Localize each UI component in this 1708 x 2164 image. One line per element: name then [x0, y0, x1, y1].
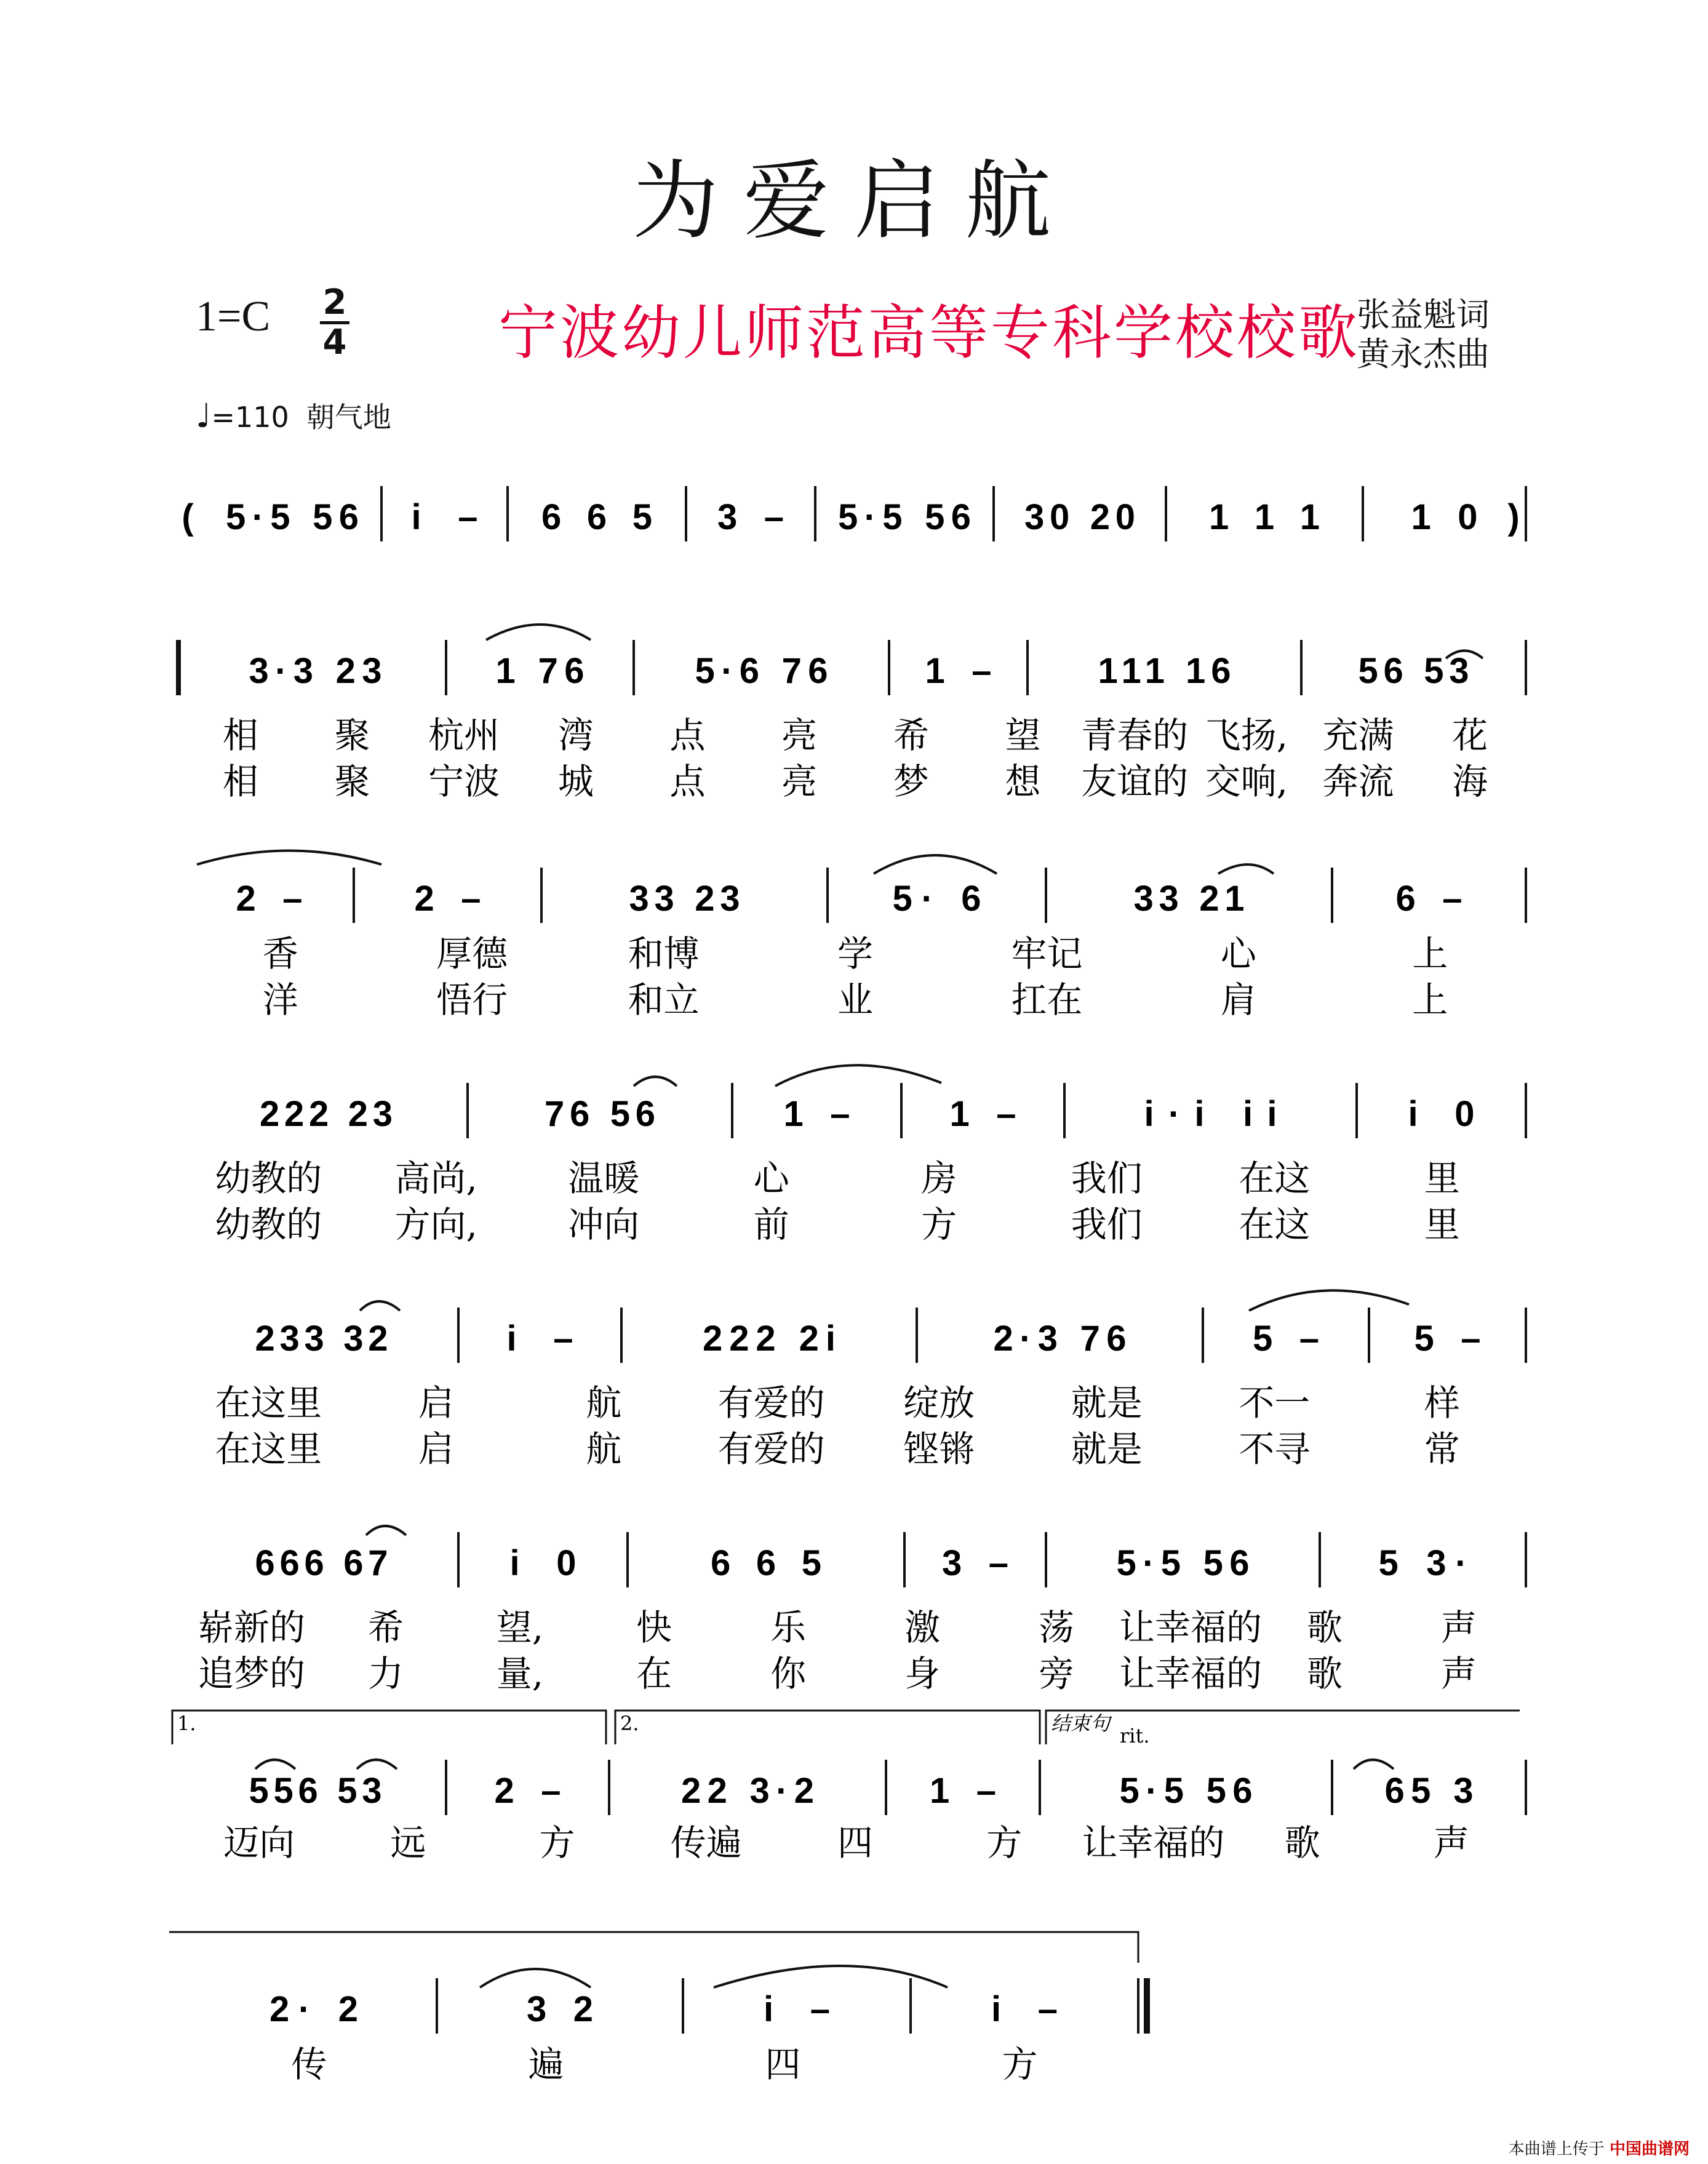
lyric-syllable: 和立: [628, 979, 700, 1021]
lyric-syllable: 充满: [1322, 714, 1394, 756]
measure: 6 6 5: [541, 497, 652, 537]
measure: 1 0: [1411, 497, 1478, 537]
lyric-syllable: 就是: [1071, 1382, 1143, 1424]
lyric-syllable: 我们: [1071, 1157, 1143, 1199]
measure: 111 16: [1098, 651, 1231, 691]
lyric-syllable: 相: [222, 761, 258, 802]
measure: 5·5 56: [1116, 1543, 1250, 1583]
lyric-syllable: 悟行: [436, 979, 508, 1021]
lyric-syllable: 传: [291, 2043, 327, 2085]
lyric-syllable: 梦: [893, 761, 929, 802]
lyric-syllable: 牢记: [1011, 933, 1083, 975]
footer: [1509, 2136, 1690, 2159]
lyric-syllable: 追梦的: [198, 1653, 306, 1695]
slurs: [197, 625, 1483, 1987]
lyric-syllable: 高尚,: [394, 1157, 477, 1199]
lyric-syllable: 点: [669, 714, 706, 756]
measure: 5·5 56: [226, 497, 359, 537]
meter-bottom: 4: [320, 321, 349, 361]
measure: 2 –: [414, 879, 481, 919]
measure: 1 –: [783, 1094, 850, 1134]
lyric-syllable: 在这: [1239, 1204, 1311, 1245]
measure: 233 32: [255, 1319, 388, 1359]
volta-bracket: [615, 1711, 1040, 1744]
measure: 1 –: [925, 651, 992, 691]
lyric-syllable: 方: [539, 1822, 575, 1864]
measure: 3·3 23: [249, 651, 382, 691]
measure: 5·5 56: [838, 497, 971, 537]
slur: [255, 1760, 295, 1769]
close-paren: ): [1507, 497, 1520, 537]
ending-label: 结束句: [1051, 1712, 1111, 1735]
lyric-syllable: 幼教的: [215, 1157, 322, 1199]
measure: i·i ii: [1144, 1094, 1277, 1134]
slur: [714, 1966, 948, 1987]
lyric-syllable: 有爱的: [717, 1382, 825, 1424]
measure: 556 53: [249, 1771, 382, 1811]
lyric-syllable: 温暖: [568, 1157, 640, 1199]
lyric-syllable: 在这里: [215, 1428, 322, 1470]
measure: i 0: [1408, 1094, 1475, 1134]
slur: [874, 855, 997, 874]
measure: 666 67: [255, 1543, 388, 1583]
lyric-syllable: 宁波: [428, 761, 500, 802]
lyric-syllable: 望,: [496, 1607, 544, 1648]
lyric-syllable: 铿锵: [903, 1428, 975, 1470]
measure: 6 –: [1395, 879, 1463, 919]
measure: 1 –: [930, 1771, 996, 1811]
measure: 5·5 56: [1119, 1771, 1253, 1811]
lyric-syllable: 航: [586, 1382, 622, 1424]
lyric-syllable: 方向,: [394, 1204, 477, 1245]
measure: 2· 2: [269, 1989, 358, 2029]
measure: 33 21: [1133, 879, 1245, 919]
tempo-value: =110: [211, 401, 289, 434]
lyric-syllable: 就是: [1071, 1428, 1143, 1470]
tempo-mood: 朝气地: [306, 401, 391, 434]
lyric-syllable: 望: [1005, 714, 1041, 756]
lyric-syllable: 飞扬,: [1205, 714, 1288, 756]
lyric-syllable: 让幸福的: [1119, 1607, 1263, 1648]
lyric-syllable: 让幸福的: [1082, 1822, 1225, 1864]
lyric-syllable: 聚: [334, 714, 370, 756]
lyric-syllable: 启: [418, 1382, 454, 1424]
measure: 22 3·2: [681, 1771, 814, 1811]
measure: 5·6 76: [695, 651, 828, 691]
lyric-syllable: 有爱的: [717, 1428, 825, 1470]
slur: [1354, 1760, 1394, 1769]
measure: 1 –: [949, 1094, 1016, 1134]
lyric-syllable: 上: [1412, 979, 1448, 1021]
lyric-syllable: 幼教的: [215, 1204, 322, 1245]
measure: i –: [411, 497, 478, 537]
lyric-syllable: 冲向: [568, 1204, 640, 1245]
lyric-syllable: 四: [837, 1822, 874, 1864]
lyric-syllable: 里: [1424, 1157, 1460, 1199]
measure: 30 20: [1024, 497, 1135, 537]
lyric-syllable: 洋: [262, 979, 298, 1021]
lyric-syllable: 在: [636, 1653, 672, 1695]
measure: 2·3 76: [993, 1319, 1127, 1359]
lyric-syllable: 和博: [628, 933, 700, 975]
measure: 5 –: [1253, 1319, 1319, 1359]
lyric-syllable: 里: [1424, 1204, 1460, 1245]
lyricist: 张益魁词: [1357, 295, 1490, 334]
lyric-syllable: 常: [1424, 1428, 1460, 1470]
lyric-syllable: 上: [1412, 933, 1448, 975]
slur: [480, 1969, 591, 1987]
measure: 56 53: [1358, 651, 1469, 691]
measure: i –: [991, 1989, 1058, 2029]
lyric-syllable: 房: [921, 1157, 957, 1199]
measure: 33 23: [629, 879, 740, 919]
lyric-syllable: 歌: [1284, 1822, 1320, 1864]
lyric-syllable: 相: [222, 714, 258, 756]
meter-top: 2: [322, 282, 347, 322]
lyric-syllable: 亮: [781, 714, 818, 756]
lyric-syllable: 前: [753, 1204, 789, 1245]
lyric-syllable: 远: [390, 1822, 426, 1864]
lyric-syllable: 歌: [1306, 1653, 1343, 1695]
rit-label: rit.: [1120, 1724, 1150, 1747]
measure: 1 1 1: [1209, 497, 1320, 537]
lyric-syllable: 让幸福的: [1119, 1653, 1263, 1695]
page-title: 为爱启航: [632, 151, 1075, 252]
slur: [1249, 1290, 1409, 1311]
lyric-syllable: 学: [837, 933, 874, 975]
lyric-syllable: 厚德: [436, 933, 508, 975]
lyric-syllable: 亮: [781, 761, 818, 802]
lyric-syllable: 湾: [557, 714, 594, 756]
slur: [197, 851, 381, 865]
lyric-syllable: 在这: [1239, 1157, 1311, 1199]
lyric-syllable: 想: [1005, 761, 1041, 802]
lyric-syllable: 青春的: [1081, 714, 1189, 756]
lyric-syllable: 在这里: [215, 1382, 322, 1424]
lyric-syllable: 海: [1452, 761, 1488, 802]
lyric-syllable: 希: [893, 714, 929, 756]
lyric-syllable: 激: [904, 1607, 941, 1648]
volta-bracket: [1046, 1711, 1520, 1744]
lyric-syllable: 旁: [1038, 1653, 1075, 1695]
volta-bracket: [172, 1711, 606, 1744]
measure: 3 2: [527, 1989, 593, 2029]
subtitle: 宁波幼儿师范高等专科学校校歌: [498, 298, 1360, 367]
slur: [360, 1301, 400, 1311]
measure: 2 –: [236, 879, 303, 919]
quarter-note-icon: ♩: [196, 396, 212, 435]
slur: [486, 625, 591, 640]
measure: 3 –: [942, 1543, 1008, 1583]
lyric-syllable: 交响,: [1205, 761, 1288, 802]
music-notation: [178, 486, 1526, 2085]
slur: [1218, 864, 1274, 874]
lyric-syllable: 不一: [1239, 1382, 1311, 1424]
measure: 76 56: [545, 1094, 655, 1134]
lyric-syllable: 你: [770, 1653, 807, 1695]
lyric-syllable: 花: [1452, 714, 1488, 756]
lyric-syllable: 传遍: [670, 1822, 742, 1864]
lyric-syllable: 方: [1002, 2043, 1038, 2085]
lyric-syllable: 乐: [770, 1607, 807, 1648]
measure: 2 –: [494, 1771, 561, 1811]
volta-bracket: [169, 1932, 1138, 1963]
lyric-syllable: 业: [837, 979, 874, 1021]
lyric-syllable: 声: [1440, 1607, 1477, 1648]
slur: [775, 1065, 941, 1086]
composer: 黄永杰曲: [1357, 335, 1490, 373]
footer-brand: 中国曲谱网: [1609, 2140, 1690, 2158]
lyric-syllable: 杭州: [428, 714, 500, 756]
lyric-syllable: 扛在: [1011, 979, 1083, 1021]
lyric-syllable: 声: [1433, 1822, 1469, 1864]
lyric-syllable: 不寻: [1239, 1428, 1311, 1470]
lyric-syllable: 我们: [1071, 1204, 1143, 1245]
lyric-syllable: 崭新的: [198, 1607, 306, 1648]
lyric-syllable: 身: [904, 1653, 941, 1695]
slur: [357, 1760, 397, 1769]
lyric-syllable: 友谊的: [1081, 761, 1189, 802]
lyric-syllable: 启: [418, 1428, 454, 1470]
volta-2-label: 2.: [620, 1712, 639, 1735]
lyric-syllable: 快: [636, 1607, 672, 1648]
lyric-syllable: 肩: [1220, 979, 1256, 1021]
measure: i –: [764, 1989, 830, 2029]
slur: [634, 1077, 677, 1086]
lyric-syllable: 迈向: [223, 1822, 295, 1864]
lyric-syllable: 心: [753, 1157, 789, 1199]
open-paren: (: [182, 497, 194, 537]
measure: 5 3·: [1378, 1543, 1467, 1583]
lyric-syllable: 航: [586, 1428, 622, 1470]
lyric-syllable: 荡: [1038, 1607, 1075, 1648]
lyric-syllable: 方: [986, 1822, 1023, 1864]
measure: 5· 6: [892, 879, 981, 919]
lyric-syllable: 点: [669, 761, 706, 802]
lyric-syllable: 方: [921, 1204, 957, 1245]
measure: 5 –: [1414, 1319, 1481, 1359]
lyric-syllable: 样: [1424, 1382, 1460, 1424]
lyric-syllable: 遍: [528, 2043, 564, 2085]
volta-1-label: 1.: [177, 1712, 196, 1735]
lyric-syllable: 绽放: [903, 1382, 975, 1424]
lyric-syllable: 香: [262, 933, 298, 975]
lyric-syllable: 城: [557, 761, 594, 802]
lyric-syllable: 歌: [1306, 1607, 1343, 1648]
measure: i –: [506, 1319, 573, 1359]
lyric-syllable: 心: [1220, 933, 1256, 975]
measure: 222 2i: [703, 1319, 836, 1359]
lyric-syllable: 奔流: [1322, 761, 1394, 802]
lyric-syllable: 声: [1440, 1653, 1477, 1695]
lyric-syllable: 四: [765, 2043, 801, 2085]
measure: 6 6 5: [711, 1543, 821, 1583]
lyric-syllable: 力: [367, 1653, 404, 1695]
measure: i 0: [509, 1543, 577, 1583]
key-signature: 1=C: [196, 293, 271, 340]
measure: 222 23: [260, 1094, 393, 1134]
measure: 3 –: [717, 497, 784, 537]
slur: [366, 1526, 406, 1535]
lyric-syllable: 希: [367, 1607, 404, 1648]
footer-text: 本曲谱上传于: [1508, 2140, 1605, 2158]
measure: 65 3: [1384, 1771, 1474, 1811]
lyric-syllable: 聚: [334, 761, 370, 802]
measure: 1 76: [495, 651, 585, 691]
lyric-syllable: 量,: [496, 1653, 544, 1695]
